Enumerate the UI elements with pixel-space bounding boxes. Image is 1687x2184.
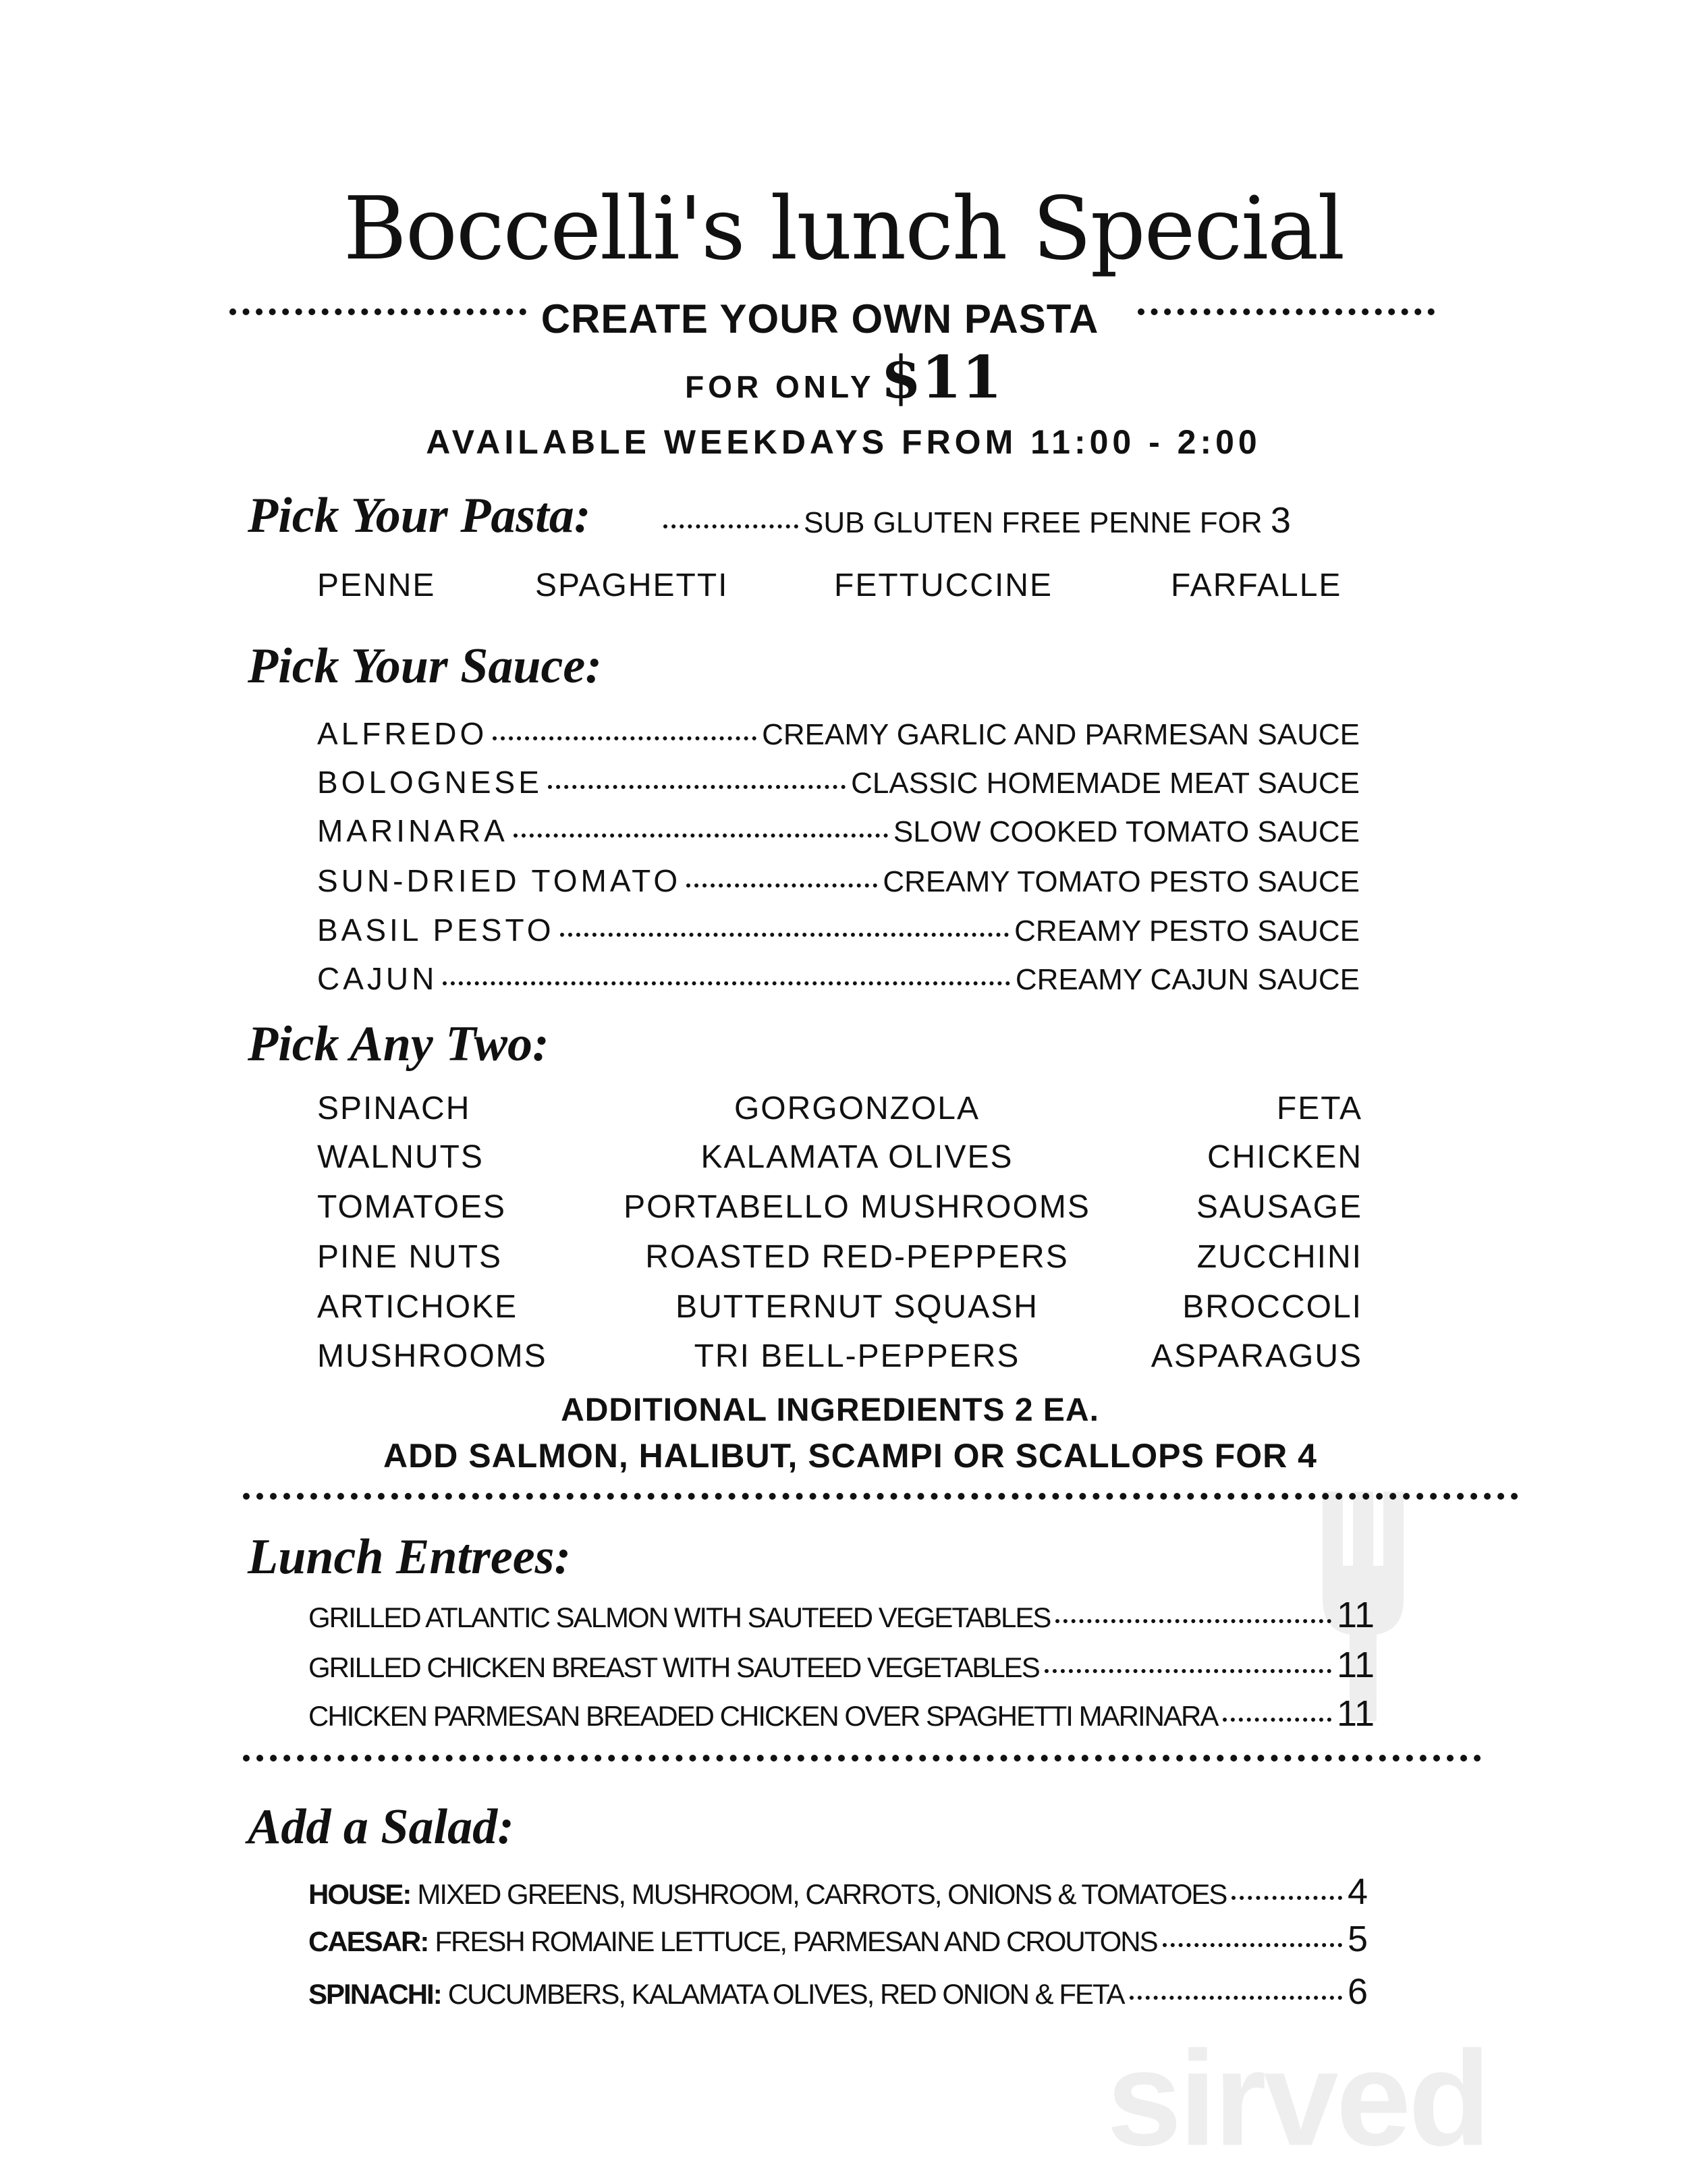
dot-leader [443,981,1010,985]
topping-item: TRI BELL-PEPPERS [694,1338,1020,1374]
divider [229,308,526,315]
salad-price: 5 [1347,1919,1368,1959]
pasta-item: FARFALLE [1171,568,1342,603]
entree-price: 11 [1336,1693,1375,1734]
salad-item [308,1871,1368,1913]
salad-price: 4 [1347,1872,1368,1912]
salad-price: 6 [1347,1971,1368,2012]
dot-leader [560,933,1010,937]
salad-name: SPINACHI: [308,1978,441,2010]
toppings-heading: Pick Any Two: [248,1016,549,1072]
menu-title: Boccelli's lunch Special [343,179,1344,279]
dot-leader [548,785,846,789]
sauce-description: CLASSIC HOMEMADE MEAT SAUCE [851,767,1360,800]
entree-item [308,1693,1375,1735]
sauce-heading: Pick Your Sauce: [248,638,602,694]
dot-leader [1055,1619,1331,1623]
sauce-description: CREAMY GARLIC AND PARMESAN SAUCE [762,718,1360,751]
topping-item: ARTICHOKE [317,1289,518,1325]
sauce-item [317,715,1360,752]
topping-item: ASPARAGUS [1151,1338,1362,1374]
topping-item: ROASTED RED-PEPPERS [645,1239,1069,1275]
sauce-description: SLOW COOKED TOMATO SAUCE [893,815,1360,848]
entree-price: 11 [1336,1645,1375,1685]
topping-item: PORTABELLO MUSHROOMS [624,1189,1090,1225]
topping-item: PINE NUTS [317,1239,503,1275]
topping-item: ZUCCHINI [1196,1239,1362,1275]
dot-leader [1163,1943,1342,1947]
special-price: $11 [881,344,1002,412]
sauce-name: MARINARA [317,813,508,848]
salads-heading: Add a Salad: [248,1799,514,1855]
entree-name: GRILLED CHICKEN BREAST WITH SAUTEED VEGETABLES [308,1651,1039,1683]
divider [243,1493,1518,1500]
topping-item: GORGONZOLA [734,1091,980,1126]
topping-item: FETA [1276,1091,1362,1126]
pasta-item: PENNE [317,568,436,603]
topping-item: WALNUTS [317,1139,484,1175]
pasta-item: SPAGHETTI [535,568,729,603]
seafood-addon: ADD SALMON, HALIBUT, SCAMPI OR SCALLOPS FOR 4 [383,1437,1317,1475]
salad-description: MIXED GREENS, MUSHROOM, CARROTS, ONIONS & TOMATOES [417,1878,1227,1910]
pasta-heading: Pick Your Pasta: [248,488,591,543]
entree-name: GRILLED ATLANTIC SALMON WITH SAUTEED VEGETABLES [308,1602,1051,1633]
additional-ingredients: ADDITIONAL INGREDIENTS 2 EA. [561,1392,1099,1428]
create-your-own-heading: CREATE YOUR OWN PASTA [541,296,1099,342]
sauce-item [317,960,1360,997]
dot-leader [493,736,756,740]
entree-price: 11 [1336,1595,1375,1635]
salad-description: FRESH ROMAINE LETTUCE, PARMESAN AND CROUTONS [435,1926,1157,1957]
salad-description: CUCUMBERS, KALAMATA OLIVES, RED ONION & FETA [447,1978,1124,2010]
divider [243,1755,1481,1762]
sauce-name: BOLOGNESE [317,765,543,800]
sauce-name: ALFREDO [317,716,488,751]
sauce-name: BASIL PESTO [317,912,555,948]
dot-leader [1130,1996,1342,2000]
sauce-description: CREAMY CAJUN SAUCE [1015,963,1360,996]
sauce-item [317,813,1360,849]
dot-leader [1045,1669,1331,1673]
divider [1138,308,1435,315]
dot-leader [1223,1718,1331,1722]
dot-leader [1232,1896,1342,1900]
topping-item: BROCCOLI [1182,1289,1362,1325]
salad-name: HOUSE: [308,1878,411,1910]
pasta-item: FETTUCCINE [834,568,1053,603]
sirved-watermark: sirved [1107,2023,1489,2174]
topping-item: TOMATOES [317,1189,507,1225]
salad-item [308,1971,1368,2013]
topping-item: KALAMATA OLIVES [700,1139,1014,1175]
sauce-item [317,764,1360,800]
for-only-label: FOR ONLY [685,369,875,404]
sauce-item [317,912,1360,948]
topping-item: SPINACH [317,1091,471,1126]
gluten-free-price: 3 [1270,500,1291,541]
dot-leader [663,524,798,528]
sauce-name: SUN-DRIED TOMATO [317,863,682,898]
sauce-item [317,863,1360,899]
topping-item: MUSHROOMS [317,1338,547,1374]
topping-item: CHICKEN [1207,1139,1362,1175]
salad-name: CAESAR: [308,1926,428,1957]
availability: AVAILABLE WEEKDAYS FROM 11:00 - 2:00 [426,423,1261,461]
salad-item [308,1918,1368,1960]
dot-leader [686,883,877,888]
topping-item: BUTTERNUT SQUASH [675,1289,1039,1325]
entree-item [308,1594,1375,1636]
entree-name: CHICKEN PARMESAN BREADED CHICKEN OVER SPAGHETTI MARINARA [308,1700,1218,1732]
sauce-description: CREAMY TOMATO PESTO SAUCE [883,865,1360,898]
entree-item [308,1644,1375,1686]
sauce-description: CREAMY PESTO SAUCE [1014,914,1360,948]
sauce-name: CAJUN [317,961,438,996]
gluten-free-label: SUB GLUTEN FREE PENNE FOR [804,506,1263,539]
entrees-heading: Lunch Entrees: [248,1529,572,1585]
dot-leader [514,834,888,838]
gluten-free-option [658,499,1363,541]
price-line [0,344,1687,429]
topping-item: SAUSAGE [1196,1189,1362,1225]
